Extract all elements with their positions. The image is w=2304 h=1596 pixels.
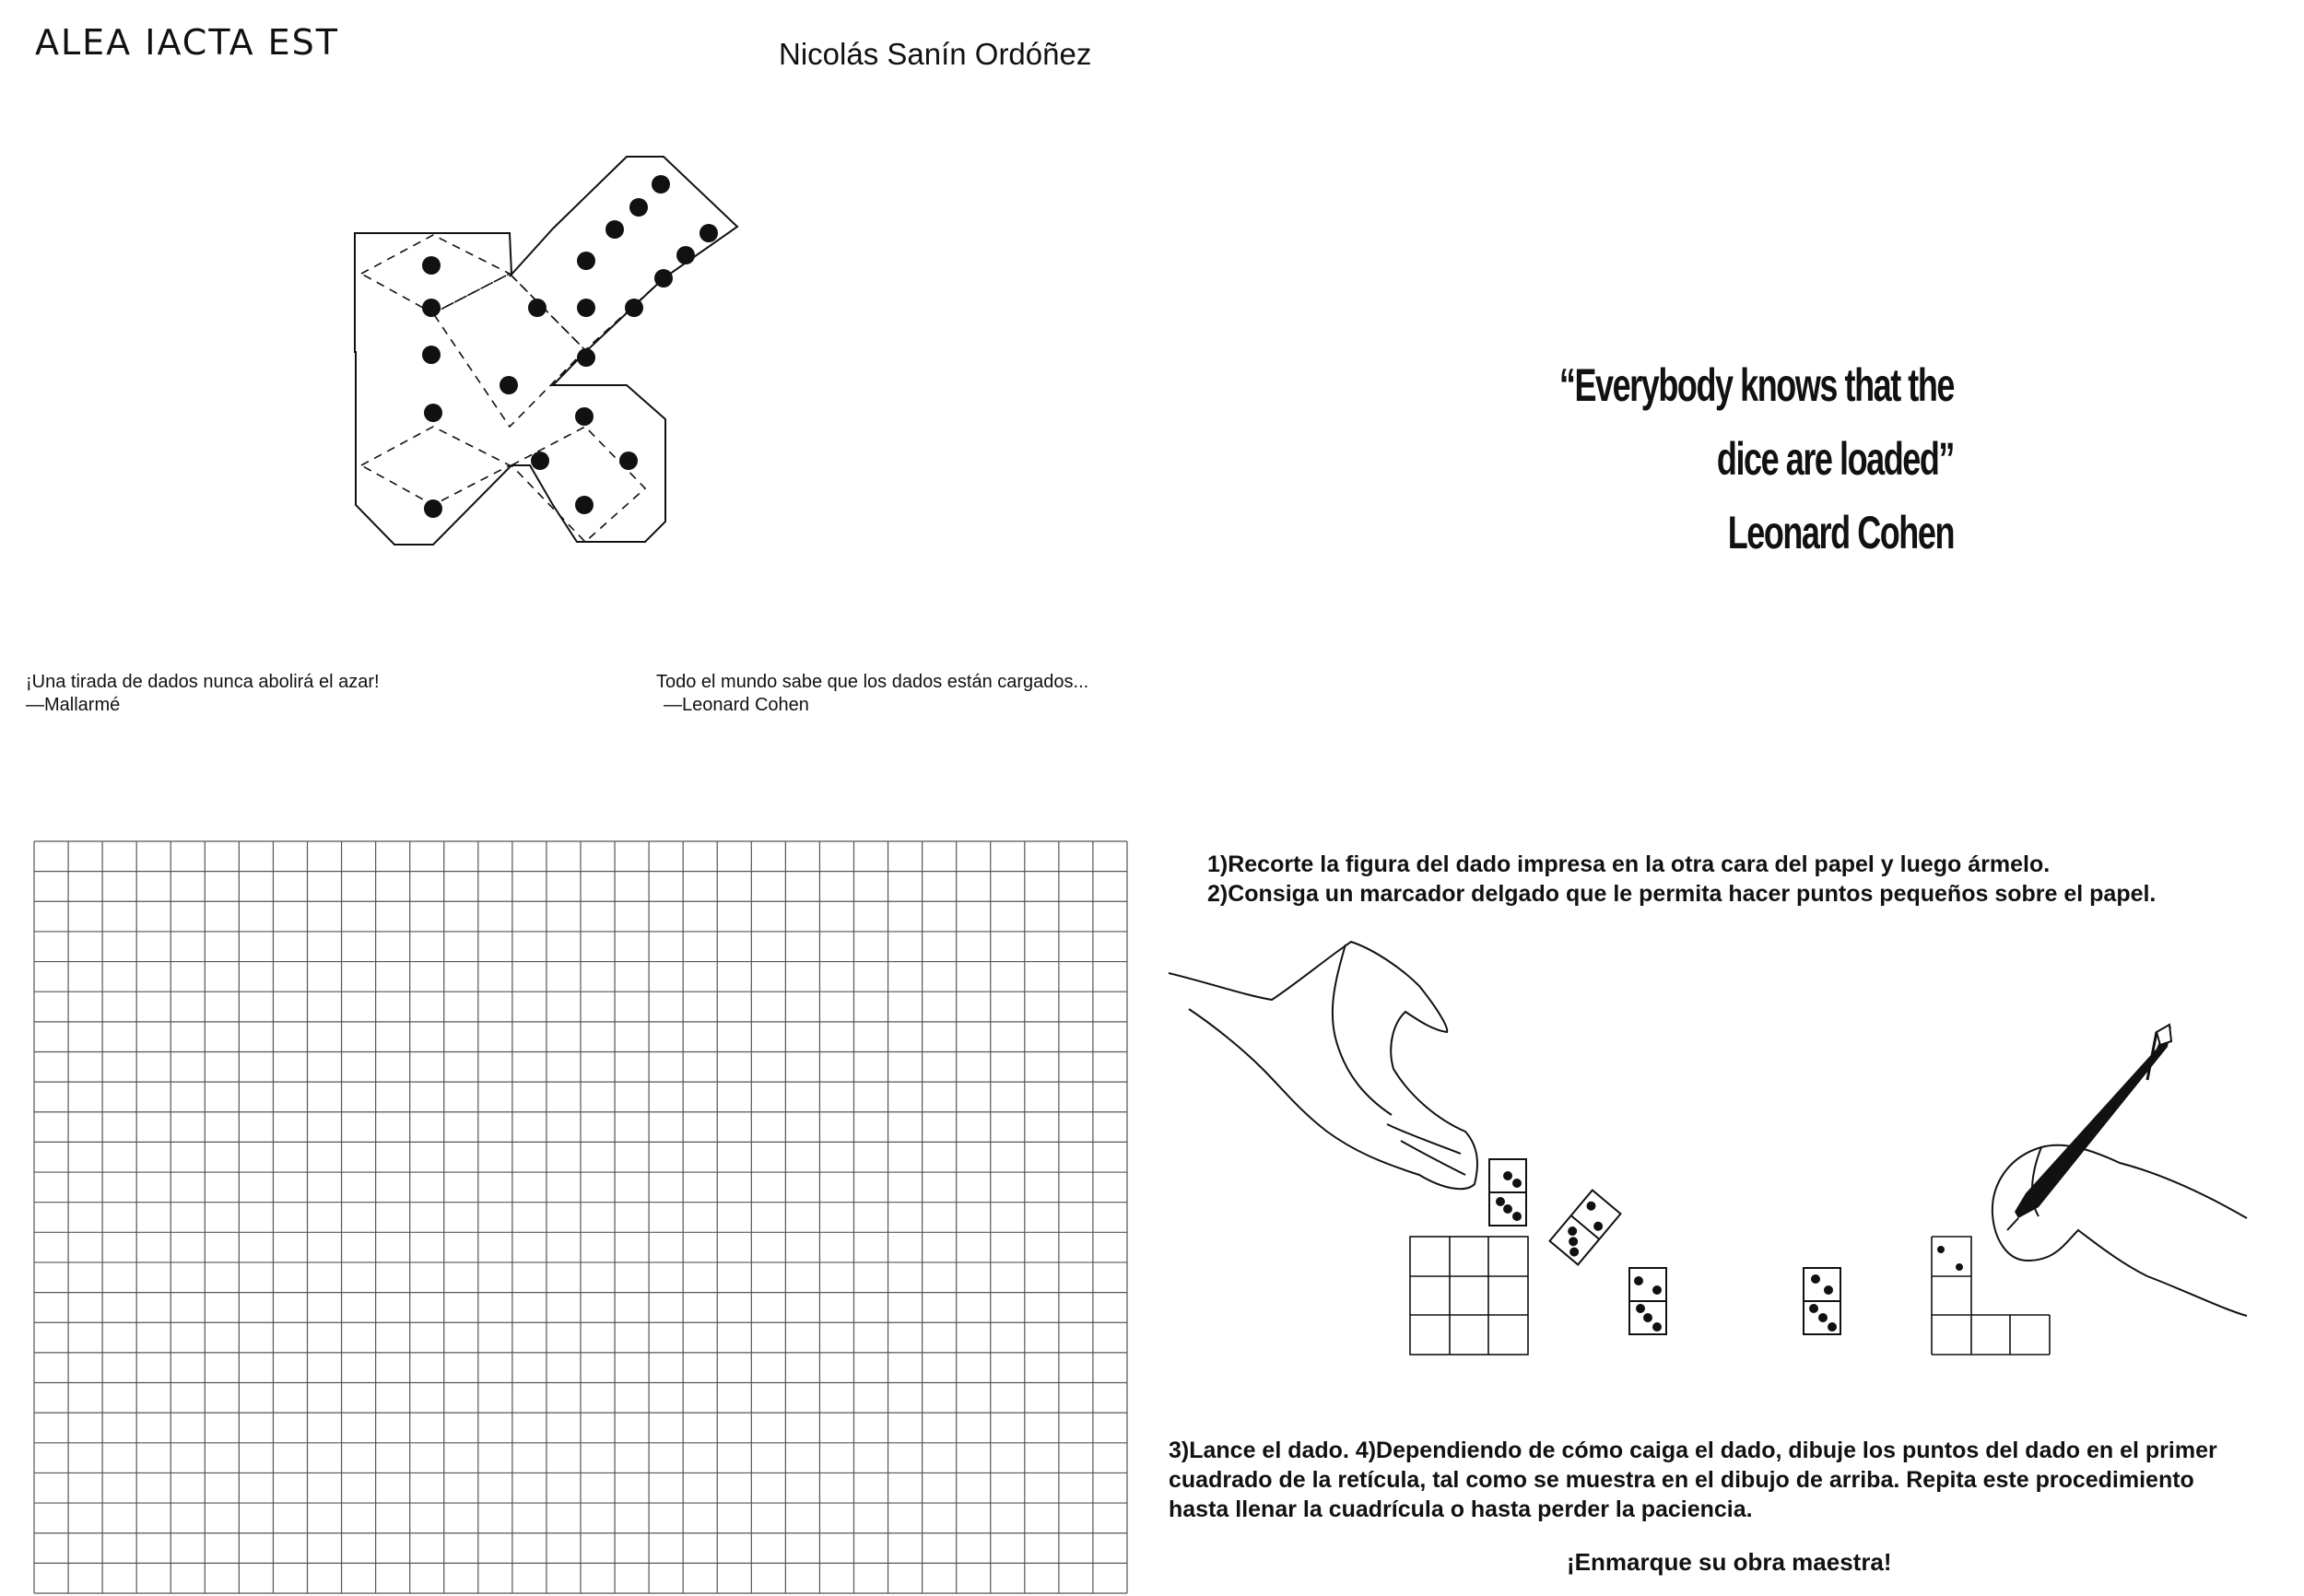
closing-message: ¡Enmarque su obra maestra!	[1567, 1548, 1892, 1576]
pip	[577, 252, 595, 270]
pip	[424, 404, 442, 422]
caption-text: Todo el mundo sabe que los dados están cargados...	[656, 672, 1089, 692]
instruction-step-1: 1)Recorte la figura del dado impresa en la otra cara del papel y luego ármelo.	[1207, 851, 2051, 877]
instruction-line: 3)Lance el dado. 4)Dependiendo de cómo caiga el dado, dibuje los puntos del dado en el primer	[1169, 1438, 2217, 1463]
pip	[619, 452, 638, 470]
caption-author: —Mallarmé	[26, 695, 121, 715]
pip	[625, 299, 643, 317]
pip	[577, 299, 595, 317]
instruction-line: cuadrado de la retícula, tal como se muestra en el dibujo de arriba. Repita este procedimiento	[1169, 1467, 2194, 1493]
pip	[699, 224, 718, 242]
pen-drawing	[2007, 1025, 2171, 1230]
caption-text: ¡Una tirada de dados nunca abolirá el azar!	[26, 672, 380, 692]
pip	[422, 346, 441, 364]
fold-face-left-bottom	[361, 427, 510, 505]
pip	[654, 269, 673, 288]
pip	[676, 246, 695, 264]
pip	[424, 499, 442, 518]
quote-block	[1556, 348, 1954, 569]
instruction-line: hasta llenar la cuadrícula o hasta perder la paciencia.	[1169, 1496, 1753, 1522]
quote-attribution: Leonard Cohen	[1727, 507, 1954, 558]
caption-cohen	[656, 671, 1088, 717]
quote-text: “Everybody knows that the dice are loaded”	[1558, 359, 1954, 485]
fold-face-left-top	[361, 235, 510, 313]
drawing-hand-drawing	[1992, 1145, 2247, 1316]
fold-face-right-bottom	[511, 427, 645, 542]
drawn-pip	[1956, 1263, 1963, 1271]
pip	[500, 376, 518, 394]
example-grid-empty	[1410, 1237, 1528, 1355]
caption-author: —Leonard Cohen	[664, 695, 809, 715]
fold-line-strip-2	[553, 157, 627, 229]
fold-face-center	[433, 274, 585, 427]
pip	[577, 348, 595, 367]
pip	[605, 220, 624, 239]
die-face-falling-1	[1489, 1159, 1526, 1226]
pip	[575, 407, 594, 426]
pip	[629, 198, 648, 217]
drawing-grid[interactable]	[33, 840, 1130, 1596]
caption-mallarme	[26, 671, 380, 717]
pip	[531, 452, 549, 470]
instructions-steps-3-4	[1169, 1436, 2298, 1524]
throwing-hand-drawing	[1169, 942, 1477, 1189]
pip	[528, 299, 547, 317]
instructions-steps-1-2	[1207, 850, 2156, 909]
author-name: Nicolás Sanín Ordóñez	[779, 37, 1092, 71]
page-title: ALEA IACTA EST	[35, 22, 339, 63]
fold-line-strip-1	[510, 274, 664, 350]
drawn-pip	[1937, 1246, 1945, 1253]
die-face-landed-2	[1804, 1268, 1840, 1334]
pip	[422, 256, 441, 275]
pip	[422, 299, 441, 317]
pip	[652, 175, 670, 194]
pip	[575, 496, 594, 514]
die-face-falling-2	[1550, 1191, 1621, 1265]
example-grid-filled	[1932, 1237, 2050, 1355]
die-face-landed-1	[1629, 1268, 1666, 1334]
instruction-step-2: 2)Consiga un marcador delgado que le permita hacer puntos pequeños sobre el papel.	[1207, 881, 2157, 907]
die-net-outline	[355, 157, 737, 545]
